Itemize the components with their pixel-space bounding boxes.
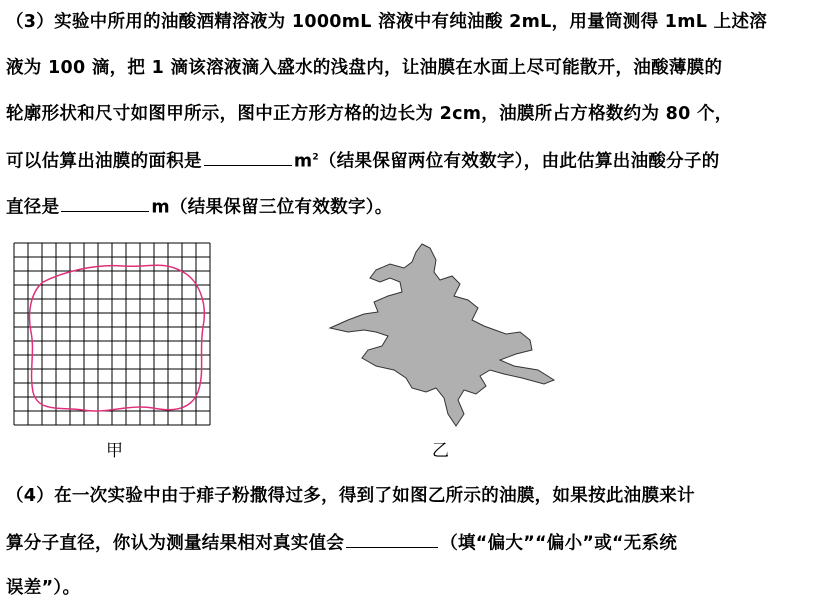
oil-film-blob xyxy=(330,244,554,426)
figure-jia-caption: 甲 xyxy=(106,441,123,461)
q3-line-4 xyxy=(6,146,720,172)
q3-diameter-note: m（结果保留三位有效数字）。 xyxy=(151,197,393,218)
area-unit-exponent: 2 xyxy=(312,152,319,163)
q3-line-5 xyxy=(6,192,393,218)
q3-diameter-prompt: 直径是 xyxy=(6,197,60,218)
q3-area-note: （结果保留两位有效数字），由此估算出油酸分子的 xyxy=(318,151,720,172)
area-unit: m xyxy=(293,151,313,172)
error-answer-blank[interactable] xyxy=(346,528,438,548)
q3-line-1: （3）实验中所用的油酸酒精溶液为 1000mL 溶液中有纯油酸 2mL，用量筒测得 1mL 上述溶 xyxy=(6,12,768,32)
figure-jia-grid xyxy=(13,242,211,428)
q4-options: （填“偏大”“偏小”或“无系统 xyxy=(440,533,678,554)
area-answer-blank[interactable] xyxy=(204,146,292,166)
q4-line-1: （4）在一次实验中由于痱子粉撒得过多，得到了如图乙所示的油膜，如果按此油膜来计 xyxy=(6,486,695,506)
q3-area-prompt: 可以估算出油膜的面积是 xyxy=(6,151,202,172)
q3-line-2: 液为 100 滴，把 1 滴该溶液滴入盛水的浅盘内，让油膜在水面上尽可能散开，油酸薄膜的 xyxy=(6,58,723,78)
q3-line-3: 轮廓形状和尺寸如图甲所示，图中正方形方格的边长为 2cm，油膜所占方格数约为 80 个， xyxy=(6,104,733,124)
diameter-answer-blank[interactable] xyxy=(61,192,149,212)
figure-yi-blob xyxy=(318,238,558,428)
q4-line-3: 误差”）。 xyxy=(6,578,81,598)
figure-yi-caption: 乙 xyxy=(432,441,449,461)
q4-prompt: 算分子直径，你认为测量结果相对真实值会 xyxy=(6,533,345,554)
q4-line-2 xyxy=(6,528,677,554)
